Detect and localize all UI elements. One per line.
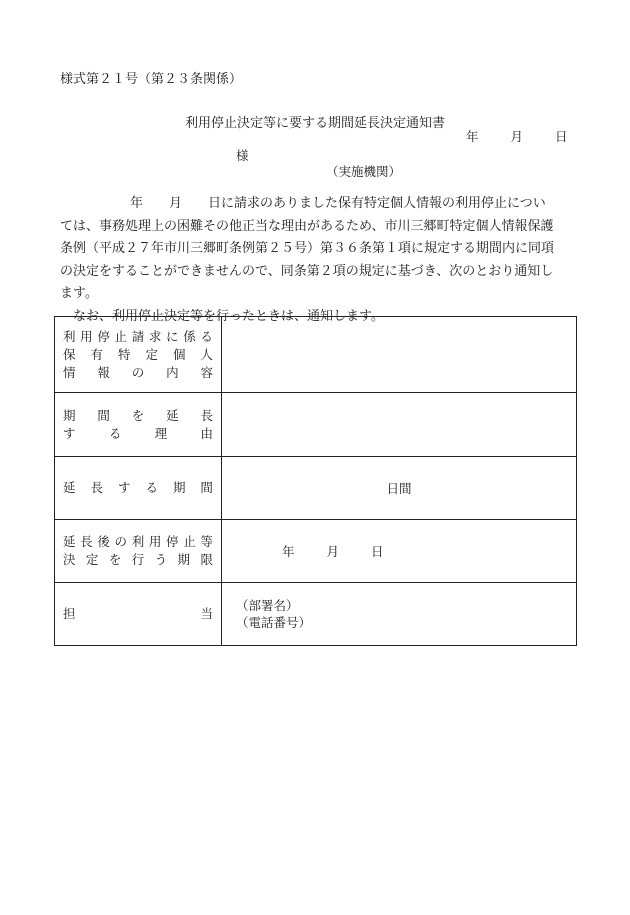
label-char: 報 (97, 364, 110, 380)
table-row (55, 457, 577, 520)
label-char: 担 (63, 606, 76, 621)
label-char: の (114, 534, 128, 549)
label-char: 情 (63, 364, 76, 380)
label-extension-period (55, 457, 222, 520)
label-char: る (108, 425, 122, 441)
label-char: 用 (80, 328, 93, 344)
label-char: 内 (166, 364, 179, 380)
addressee: 様 (236, 148, 249, 163)
issue-date (466, 127, 568, 145)
label-char: 間 (97, 407, 110, 423)
table-row (55, 317, 577, 393)
label-char: 限 (200, 552, 213, 567)
deadline-month: 月 (326, 544, 340, 559)
label-char: 有 (90, 346, 103, 362)
label-char: 決 (63, 552, 76, 567)
label-char: る (200, 328, 213, 344)
label-char: 定 (85, 552, 99, 567)
label-char: 定 (145, 346, 158, 362)
label-line (63, 328, 213, 346)
label-char: 利 (63, 328, 76, 344)
label-char: 係 (183, 328, 196, 344)
label-char: う (154, 552, 168, 567)
label-char: 延 (63, 480, 76, 495)
label-line (63, 364, 213, 382)
deadline-year: 年 (282, 544, 295, 559)
value-contact[interactable] (222, 583, 577, 646)
label-char: 長 (200, 407, 213, 423)
label-char: 個 (172, 346, 186, 362)
notice-body (60, 193, 580, 328)
label-char: 理 (154, 425, 168, 441)
label-char: 期 (63, 407, 76, 423)
label-char: 延 (166, 407, 179, 423)
body-line: 条例（平成２７年市川三郷町条例第２５号）第３６条第１項に規定する期間内に同項 (60, 241, 555, 256)
body-line: ては、事務処理上の困難その他正当な理由があるため、市川三郷町特定個人情報保護 (60, 218, 554, 234)
label-char: 行 (131, 552, 145, 567)
contact-phone: （電話番号） (236, 615, 312, 630)
label-line (63, 425, 213, 443)
value-decision-deadline[interactable] (222, 520, 577, 583)
label-line (63, 407, 213, 425)
label-char: 特 (117, 346, 131, 362)
label-char: 人 (200, 346, 213, 362)
deadline-day: 日 (371, 544, 384, 559)
label-line (63, 551, 213, 569)
date-day: 日 (555, 129, 568, 144)
label-char: 期 (177, 552, 191, 567)
label-line (63, 346, 213, 364)
body-line: の決定をすることができませんので、同条第２項の規定に基づき、次のとおり通知し (60, 263, 554, 279)
label-char: 期 (172, 480, 186, 495)
label-char: す (117, 480, 131, 495)
label-char: 長 (80, 534, 93, 549)
value-extension-reason[interactable] (222, 393, 577, 457)
contact-dept: （部署名） (236, 598, 299, 613)
body-line: ます。 (60, 286, 98, 301)
extension-details-table (54, 316, 577, 646)
body-line: 年 月 日に請求のありました保有特定個人情報の利用停止につい (130, 196, 546, 211)
label-char: 当 (200, 606, 213, 621)
label-char: の (131, 364, 145, 380)
label-char: を (108, 552, 122, 567)
label-char: 止 (114, 328, 128, 344)
value-target-info[interactable] (222, 317, 577, 393)
document-title: 利用停止決定等に要する期間延長決定通知書 (184, 116, 445, 131)
label-line (63, 479, 213, 497)
label-char: 等 (200, 534, 213, 549)
label-line (63, 605, 213, 623)
body-line-notice: なお、利用停止決定等を行ったときは、通知します。 (73, 308, 384, 324)
label-line (63, 533, 213, 551)
label-char: 停 (166, 534, 179, 549)
label-char: 延 (63, 534, 76, 549)
label-char: す (63, 425, 76, 441)
issuing-agency: （実施機関） (326, 164, 402, 179)
label-target-info (55, 317, 222, 393)
label-char: 停 (97, 328, 110, 344)
table-row (55, 520, 577, 583)
label-char: を (131, 407, 145, 423)
label-char: に (166, 328, 179, 344)
label-decision-deadline (55, 520, 222, 583)
table-row (55, 583, 577, 646)
label-char: 止 (183, 534, 196, 549)
label-char: 利 (131, 534, 145, 549)
label-char: 長 (90, 480, 103, 495)
label-char: 用 (148, 534, 162, 549)
date-year: 年 (466, 129, 479, 144)
table-row (55, 393, 577, 457)
label-char: 由 (200, 425, 213, 441)
label-char: 容 (200, 364, 213, 380)
label-char: 求 (148, 328, 162, 344)
value-extension-period[interactable]: 日間 (222, 457, 577, 520)
label-contact (55, 583, 222, 646)
label-char: 後 (97, 534, 110, 549)
label-extension-reason (55, 393, 222, 457)
label-char: る (145, 480, 158, 495)
date-month: 月 (510, 129, 524, 144)
form-number: 様式第２１号（第２３条関係） (60, 72, 243, 87)
label-char: 請 (131, 328, 145, 344)
label-char: 保 (63, 346, 76, 362)
label-char: 間 (200, 480, 213, 495)
